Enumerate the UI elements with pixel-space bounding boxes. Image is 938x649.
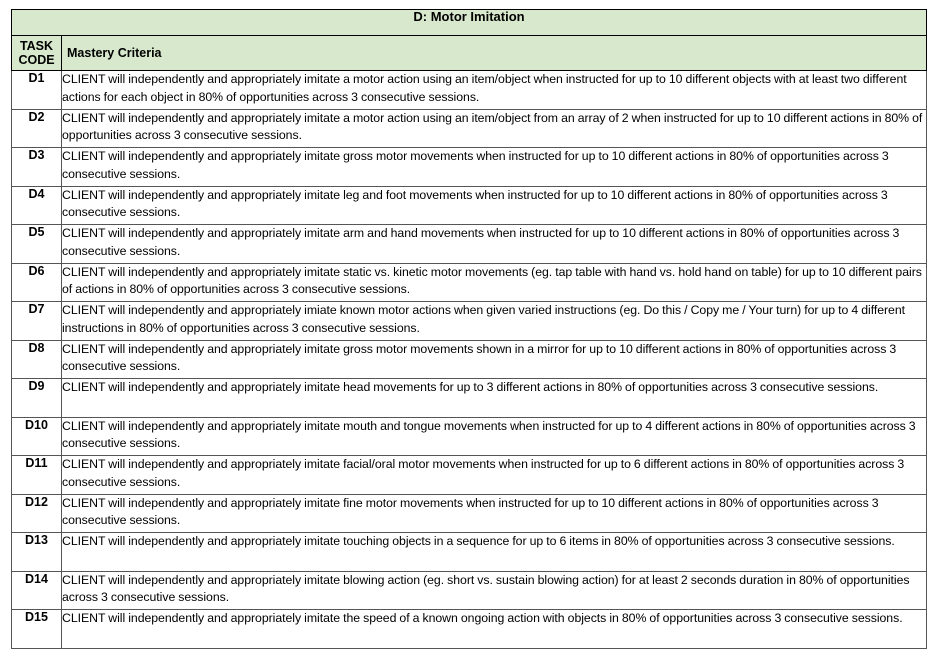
table-row bbox=[12, 148, 927, 187]
task-code-cell: D8 bbox=[12, 340, 62, 379]
mastery-criteria-cell: CLIENT will independently and appropriately imitate touching objects in a sequence for up to 6 items in 80% of opportunities across 3 consecutive sessions. bbox=[62, 533, 927, 572]
column-header-mastery-criteria: Mastery Criteria bbox=[62, 36, 927, 71]
task-code-cell: D15 bbox=[12, 610, 62, 649]
table-row bbox=[12, 533, 927, 572]
mastery-criteria-cell: CLIENT will independently and appropriately imitate head movements for up to 3 different actions in 80% of opportunities across 3 consecutive sessions. bbox=[62, 379, 927, 418]
table-row bbox=[12, 225, 927, 264]
section-title: D: Motor Imitation bbox=[12, 10, 927, 36]
task-code-cell: D7 bbox=[12, 302, 62, 341]
table-row bbox=[12, 263, 927, 302]
task-code-cell: D12 bbox=[12, 494, 62, 533]
mastery-criteria-cell: CLIENT will independently and appropriately imitate fine motor movements when instructed for up to 10 different actions in 80% of opportunities across 3 consecutive sessions. bbox=[62, 494, 927, 533]
task-code-cell: D9 bbox=[12, 379, 62, 418]
mastery-criteria-cell: CLIENT will independently and appropriately imiate known motor actions when given varied instructions (eg. Do this / Copy me / Your turn) for up to 4 different instructions in 80% of opportunities across 3 consecutive sessions. bbox=[62, 302, 927, 341]
task-code-cell: D14 bbox=[12, 571, 62, 610]
table-row bbox=[12, 71, 927, 110]
task-code-cell: D1 bbox=[12, 71, 62, 110]
table-row bbox=[12, 610, 927, 649]
column-header-task-code-line1: TASK bbox=[19, 39, 54, 53]
section-title-row bbox=[12, 10, 927, 36]
task-code-cell: D11 bbox=[12, 456, 62, 495]
table-body bbox=[12, 10, 927, 649]
task-code-cell: D3 bbox=[12, 148, 62, 187]
task-code-cell: D6 bbox=[12, 263, 62, 302]
task-code-cell: D13 bbox=[12, 533, 62, 572]
mastery-criteria-cell: CLIENT will independently and appropriately imitate a motor action using an item/object from an array of 2 when instructed for up to 10 different actions in 80% of opportunities across 3 consecutive sessions. bbox=[62, 109, 927, 148]
mastery-criteria-cell: CLIENT will independently and appropriately imitate leg and foot movements when instructed for up to 10 different actions in 80% of opportunities across 3 consecutive sessions. bbox=[62, 186, 927, 225]
mastery-criteria-cell: CLIENT will independently and appropriately imitate facial/oral motor movements when instructed for up to 6 different actions in 80% of opportunities across 3 consecutive sessions. bbox=[62, 456, 927, 495]
table-row bbox=[12, 417, 927, 456]
table-row bbox=[12, 379, 927, 418]
table-row bbox=[12, 109, 927, 148]
column-header-task-code-line2: CODE bbox=[18, 53, 55, 67]
table-row bbox=[12, 340, 927, 379]
mastery-criteria-cell: CLIENT will independently and appropriately imitate static vs. kinetic motor movements (eg. tap table with hand vs. hold hand on table) for up to 10 different pairs of actions in 80% of opportunities across 3 consecutive sessions. bbox=[62, 263, 927, 302]
table-row bbox=[12, 302, 927, 341]
column-header-row bbox=[12, 36, 927, 71]
table-row bbox=[12, 494, 927, 533]
mastery-criteria-cell: CLIENT will independently and appropriately imitate blowing action (eg. short vs. sustain blowing action) for at least 2 seconds duration in 80% of opportunities across 3 consecutive sessions. bbox=[62, 571, 927, 610]
column-header-task-code bbox=[12, 36, 62, 71]
task-code-cell: D10 bbox=[12, 417, 62, 456]
task-code-cell: D4 bbox=[12, 186, 62, 225]
motor-imitation-criteria-table bbox=[11, 9, 927, 649]
mastery-criteria-cell: CLIENT will independently and appropriately imitate mouth and tongue movements when instructed for up to 4 different actions in 80% of opportunities across 3 consecutive sessions. bbox=[62, 417, 927, 456]
mastery-criteria-cell: CLIENT will independently and appropriately imitate arm and hand movements when instructed for up to 10 different actions in 80% of opportunities across 3 consecutive sessions. bbox=[62, 225, 927, 264]
mastery-criteria-cell: CLIENT will independently and appropriately imitate the speed of a known ongoing action with objects in 80% of opportunities across 3 consecutive sessions. bbox=[62, 610, 927, 649]
table-row bbox=[12, 571, 927, 610]
task-code-cell: D2 bbox=[12, 109, 62, 148]
mastery-criteria-cell: CLIENT will independently and appropriately imitate gross motor movements shown in a mirror for up to 10 different actions in 80% of opportunities across 3 consecutive sessions. bbox=[62, 340, 927, 379]
mastery-criteria-cell: CLIENT will independently and appropriately imitate a motor action using an item/object when instructed for up to 10 different objects with at least two different actions for each object in 80% of opportunities across 3 consecutive sessions. bbox=[62, 71, 927, 110]
mastery-criteria-cell: CLIENT will independently and appropriately imitate gross motor movements when instructed for up to 10 different actions in 80% of opportunities across 3 consecutive sessions. bbox=[62, 148, 927, 187]
table-row bbox=[12, 186, 927, 225]
task-code-cell: D5 bbox=[12, 225, 62, 264]
table-row bbox=[12, 456, 927, 495]
